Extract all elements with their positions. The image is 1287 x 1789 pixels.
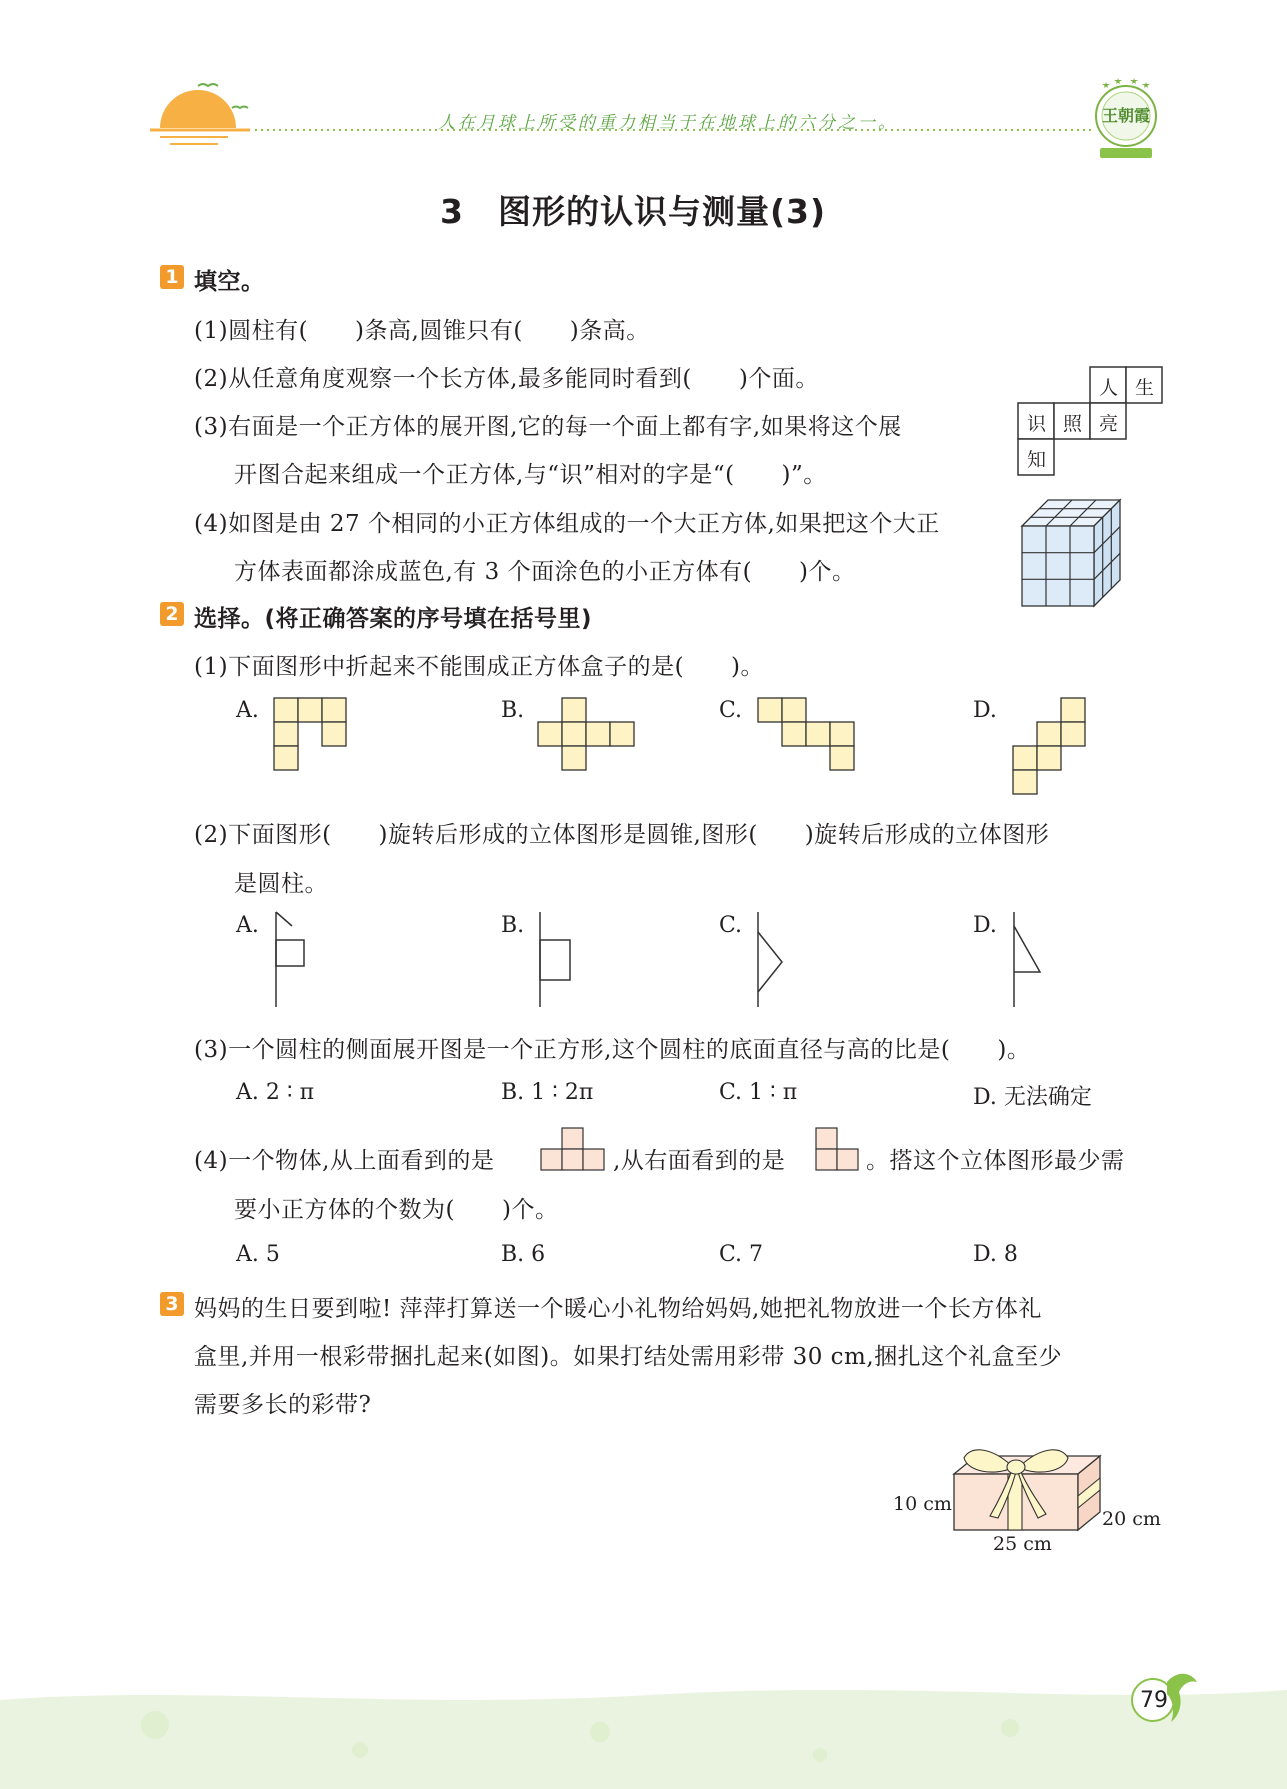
s2-q1-net-a — [274, 698, 348, 772]
s2-q4-option-b: B. 6 — [501, 1242, 546, 1267]
net-char-ren: 人 — [1099, 377, 1119, 399]
page-number: 79 — [1140, 1688, 1168, 1713]
page-title: 3 图形的认识与测量(3) — [440, 192, 827, 231]
s2-q3: (3)一个圆柱的侧面展开图是一个正方形,这个圆柱的底面直径与高的比是( )。 — [194, 1037, 1031, 1063]
sun-logo-icon — [150, 80, 260, 155]
s2-q3-option-a: A. 2 ∶ π — [236, 1080, 315, 1105]
s1-q1: (1)圆柱有( )条高,圆锥只有( )条高。 — [194, 318, 650, 344]
brand-logo-text: 王朝霞 — [1101, 106, 1150, 125]
s2-q2-option-b-label: B. — [501, 913, 525, 938]
s2-q2-shape-c — [756, 912, 796, 1008]
section-2-heading: 选择。(将正确答案的序号填在括号里) — [194, 606, 593, 632]
s2-q1-option-a-label: A. — [236, 698, 259, 723]
s1-q3-line2: 开图合起来组成一个正方体,与“识”相对的字是“( )”。 — [234, 462, 827, 488]
s2-q1: (1)下面图形中折起来不能围成正方体盒子的是( )。 — [194, 654, 765, 680]
s2-q4-part2: ,从右面看到的是 — [613, 1148, 786, 1174]
s2-q2-line2: 是圆柱。 — [234, 871, 328, 897]
s2-q2-option-d-label: D. — [973, 913, 997, 938]
section-3-badge: 3 — [160, 1292, 184, 1316]
s2-q2-line1: (2)下面图形( )旋转后形成的立体图形是圆锥,图形( )旋转后形成的立体图形 — [194, 822, 1050, 848]
s2-q2-option-c-label: C. — [719, 913, 743, 938]
s2-q1-option-b-label: B. — [501, 698, 525, 723]
s2-q4-top-view — [540, 1128, 608, 1172]
footer-background — [0, 1680, 1287, 1789]
section-1-badge: 1 — [160, 265, 184, 289]
s2-q3-option-d: D. 无法确定 — [973, 1085, 1092, 1110]
section-1-heading: 填空。 — [194, 269, 265, 295]
s2-q2-option-a-label: A. — [236, 913, 259, 938]
header-motto: 人在月球上所受的重力相当于在地球上的六分之一。 — [438, 113, 898, 133]
s2-q1-net-c — [758, 698, 856, 772]
s2-q4-line2: 要小正方体的个数为( )个。 — [234, 1197, 559, 1223]
s2-q4-part1: (4)一个物体,从上面看到的是 — [194, 1148, 495, 1174]
s2-q2-shape-d — [1012, 912, 1052, 1008]
s2-q4-part3: 。搭这个立体图形最少需 — [866, 1148, 1125, 1174]
s2-q1-net-b — [538, 698, 636, 772]
s2-q3-option-b: B. 1 ∶ 2π — [501, 1080, 594, 1105]
gift-box-diagram — [950, 1436, 1110, 1536]
s2-q4-option-c: C. 7 — [719, 1242, 764, 1267]
net-char-zhi: 知 — [1027, 449, 1047, 471]
s2-q1-option-c-label: C. — [719, 698, 743, 723]
s2-q3-option-c: C. 1 ∶ π — [719, 1080, 798, 1105]
s1-q4-line2: 方体表面都涂成蓝色,有 3 个面涂色的小正方体有( )个。 — [234, 559, 856, 585]
s2-q2-shape-b — [538, 912, 578, 1008]
s2-q2-shape-a — [274, 912, 314, 1008]
s2-q1-option-d-label: D. — [973, 698, 997, 723]
s3-line2: 盒里,并用一根彩带捆扎起来(如图)。如果打结处需用彩带 30 cm,捆扎这个礼盒至少 — [194, 1344, 1063, 1370]
gift-height-label: 10 cm — [893, 1493, 952, 1515]
s1-q3-line1: (3)右面是一个正方体的展开图,它的每一个面上都有字,如果将这个展 — [194, 414, 902, 440]
gift-width-label: 20 cm — [1102, 1508, 1161, 1530]
net-char-shi: 识 — [1027, 413, 1047, 435]
rubik-cube-diagram — [1022, 500, 1122, 608]
s3-line1: 妈妈的生日要到啦! 萍萍打算送一个暖心小礼物给妈妈,她把礼物放进一个长方体礼 — [194, 1296, 1042, 1322]
s3-line3: 需要多长的彩带? — [194, 1392, 372, 1418]
net-char-sheng: 生 — [1135, 377, 1155, 399]
section-2-badge: 2 — [160, 602, 184, 626]
s2-q1-net-d — [1013, 698, 1087, 796]
net-char-liang: 亮 — [1099, 413, 1119, 435]
s2-q4-option-a: A. 5 — [236, 1242, 280, 1267]
s2-q4-right-view — [815, 1128, 861, 1172]
s2-q4-option-d: D. 8 — [973, 1242, 1018, 1267]
net-char-zhao: 照 — [1063, 413, 1083, 435]
s1-q4-line1: (4)如图是由 27 个相同的小正方体组成的一个大正方体,如果把这个大正 — [194, 511, 940, 537]
s1-q2: (2)从任意角度观察一个长方体,最多能同时看到( )个面。 — [194, 366, 819, 392]
gift-length-label: 25 cm — [993, 1533, 1052, 1555]
